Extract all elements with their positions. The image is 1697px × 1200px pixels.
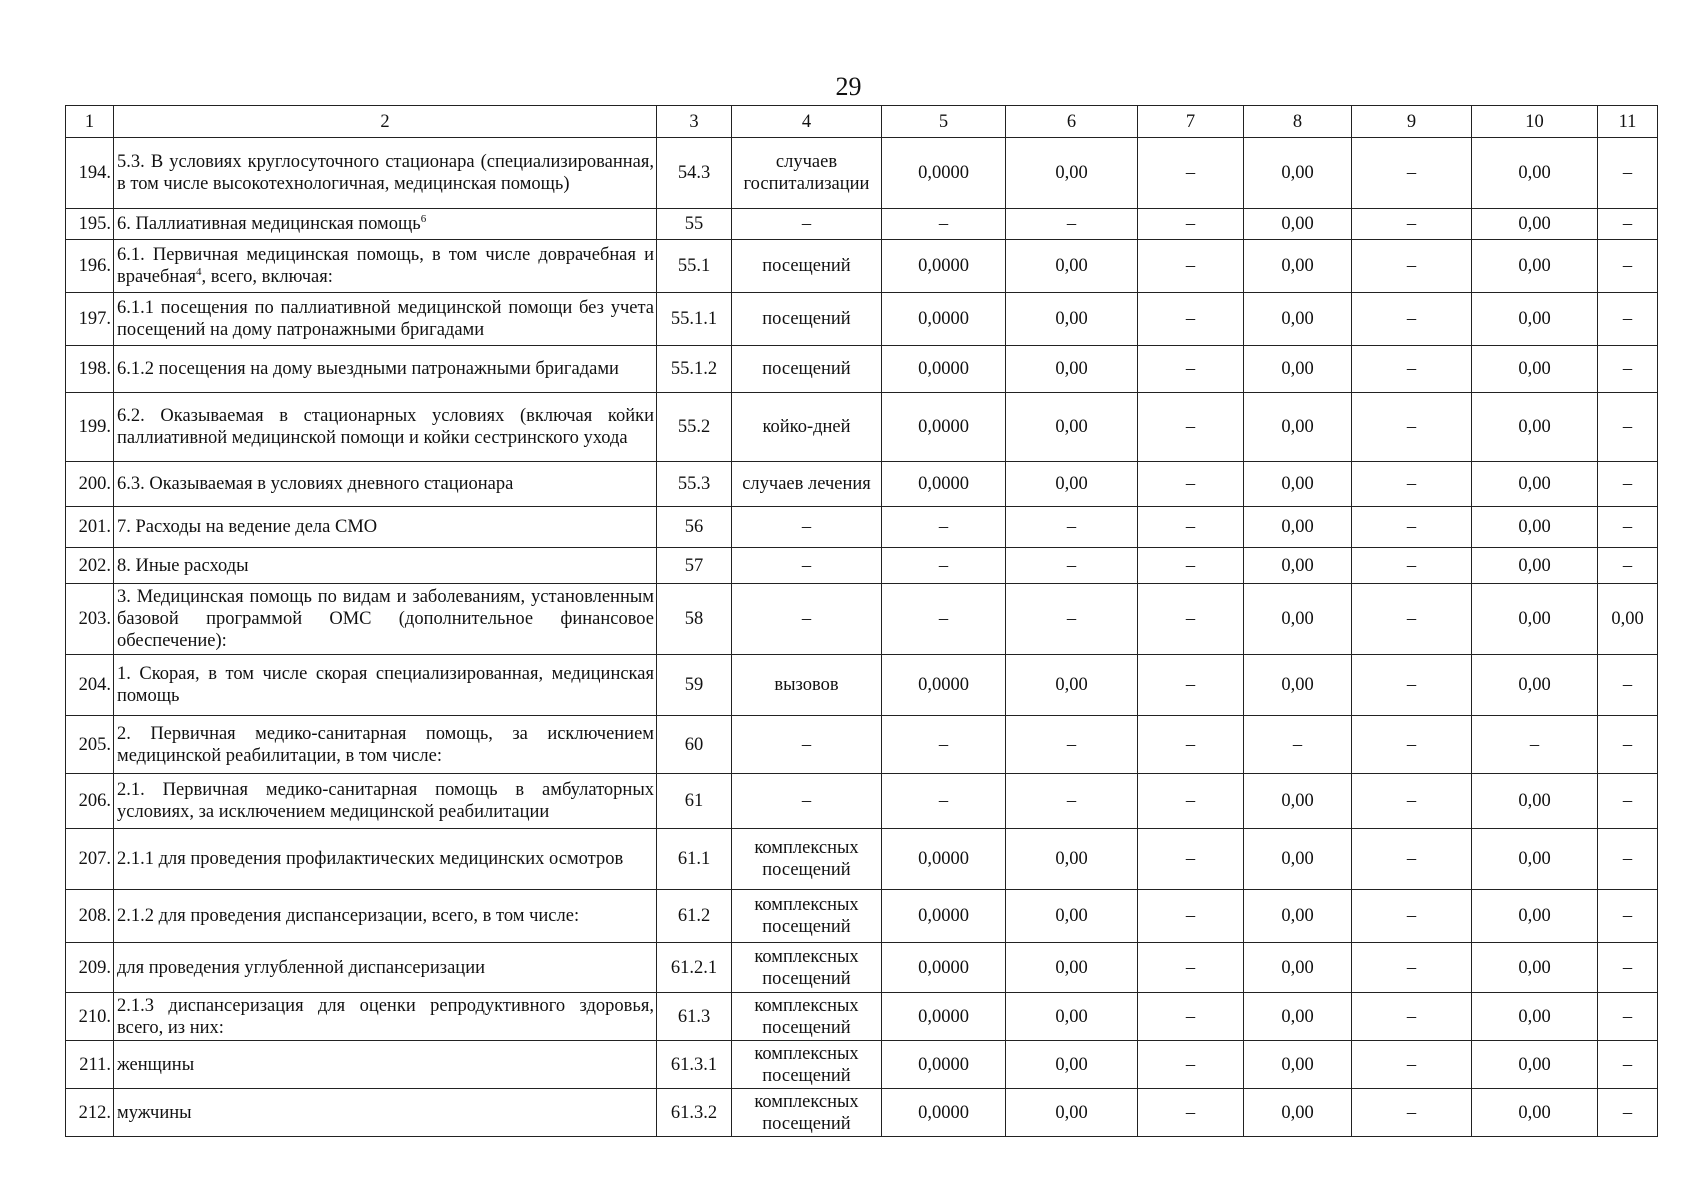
col-9-cell: – bbox=[1352, 393, 1472, 462]
line-code-cell: 55.1.2 bbox=[657, 346, 732, 393]
table-row bbox=[66, 240, 1658, 293]
line-code-cell: 61.2 bbox=[657, 890, 732, 943]
col-6-cell: – bbox=[1006, 507, 1138, 548]
col-5-cell: 0,0000 bbox=[882, 1089, 1006, 1137]
col-5-cell: 0,0000 bbox=[882, 293, 1006, 346]
line-code-cell: 61 bbox=[657, 774, 732, 829]
line-code-cell: 56 bbox=[657, 507, 732, 548]
col-5-cell: – bbox=[882, 584, 1006, 655]
indicator-name-cell bbox=[114, 774, 657, 829]
unit-cell: – bbox=[732, 774, 882, 829]
col-8-cell: 0,00 bbox=[1244, 293, 1352, 346]
unit-cell: вызовов bbox=[732, 655, 882, 716]
col-9-cell: – bbox=[1352, 943, 1472, 993]
col-7-cell: – bbox=[1138, 548, 1244, 584]
col-6-cell: 0,00 bbox=[1006, 393, 1138, 462]
col-8-cell: 0,00 bbox=[1244, 943, 1352, 993]
col-11-cell: – bbox=[1598, 1041, 1658, 1089]
col-6-cell: 0,00 bbox=[1006, 829, 1138, 890]
col-7-cell: – bbox=[1138, 716, 1244, 774]
indicator-name-text: мужчины bbox=[117, 1102, 192, 1123]
col-8-cell: 0,00 bbox=[1244, 774, 1352, 829]
row-number-cell: 211. bbox=[66, 1041, 114, 1089]
col-7-cell: – bbox=[1138, 209, 1244, 240]
indicator-name-cell bbox=[114, 716, 657, 774]
col-9-cell: – bbox=[1352, 655, 1472, 716]
col-5-cell: 0,0000 bbox=[882, 393, 1006, 462]
col-6-cell: 0,00 bbox=[1006, 655, 1138, 716]
indicator-name-cell bbox=[114, 655, 657, 716]
indicator-name-cell bbox=[114, 890, 657, 943]
col-9-cell: – bbox=[1352, 346, 1472, 393]
indicator-name-cell bbox=[114, 993, 657, 1041]
col-10-cell: 0,00 bbox=[1472, 655, 1598, 716]
col-5-cell: 0,0000 bbox=[882, 346, 1006, 393]
unit-cell: – bbox=[732, 209, 882, 240]
col-11-cell: – bbox=[1598, 346, 1658, 393]
indicator-name-cell bbox=[114, 346, 657, 393]
col-10-cell: 0,00 bbox=[1472, 209, 1598, 240]
indicator-name-text: 2.1. Первичная медико-санитарная помощь в амбулаторных условиях, за исключением медицинской реабилитации bbox=[117, 780, 654, 822]
line-code-cell: 61.3 bbox=[657, 993, 732, 1041]
col-8-cell: 0,00 bbox=[1244, 507, 1352, 548]
indicator-name-cell bbox=[114, 138, 657, 209]
indicator-name-cell bbox=[114, 393, 657, 462]
indicator-name-text: 3. Медицинская помощь по видам и заболеваниям, установленным базовой программой ОМС (дополнительное финансовое обеспечение): bbox=[117, 587, 654, 651]
footnote-marker: 4 bbox=[196, 265, 202, 278]
col-11-cell: – bbox=[1598, 507, 1658, 548]
col-10-cell: 0,00 bbox=[1472, 507, 1598, 548]
column-header: 8 bbox=[1244, 106, 1352, 138]
col-7-cell: – bbox=[1138, 584, 1244, 655]
row-number-cell: 203. bbox=[66, 584, 114, 655]
col-9-cell: – bbox=[1352, 890, 1472, 943]
line-code-cell: 55.1 bbox=[657, 240, 732, 293]
unit-cell: случаев госпитализации bbox=[732, 138, 882, 209]
unit-cell: комплексных посещений bbox=[732, 1041, 882, 1089]
col-7-cell: – bbox=[1138, 346, 1244, 393]
col-9-cell: – bbox=[1352, 584, 1472, 655]
table-row bbox=[66, 346, 1658, 393]
col-5-cell: 0,0000 bbox=[882, 943, 1006, 993]
col-7-cell: – bbox=[1138, 829, 1244, 890]
col-5-cell: 0,0000 bbox=[882, 1041, 1006, 1089]
col-8-cell: 0,00 bbox=[1244, 993, 1352, 1041]
col-6-cell: – bbox=[1006, 774, 1138, 829]
column-header: 9 bbox=[1352, 106, 1472, 138]
col-8-cell: 0,00 bbox=[1244, 548, 1352, 584]
col-6-cell: 0,00 bbox=[1006, 293, 1138, 346]
row-number-cell: 208. bbox=[66, 890, 114, 943]
col-6-cell: 0,00 bbox=[1006, 1041, 1138, 1089]
line-code-cell: 57 bbox=[657, 548, 732, 584]
col-5-cell: – bbox=[882, 548, 1006, 584]
col-5-cell: 0,0000 bbox=[882, 993, 1006, 1041]
table-row bbox=[66, 293, 1658, 346]
col-7-cell: – bbox=[1138, 138, 1244, 209]
col-8-cell: 0,00 bbox=[1244, 1089, 1352, 1137]
indicator-name-text: 6.2. Оказываемая в стационарных условиях (включая койки паллиативной медицинской помощи и койки сестринского ухода bbox=[117, 406, 654, 448]
col-9-cell: – bbox=[1352, 209, 1472, 240]
table-row bbox=[66, 655, 1658, 716]
line-code-cell: 59 bbox=[657, 655, 732, 716]
indicator-name-cell bbox=[114, 1089, 657, 1137]
unit-cell: посещений bbox=[732, 293, 882, 346]
col-10-cell: 0,00 bbox=[1472, 240, 1598, 293]
line-code-cell: 61.2.1 bbox=[657, 943, 732, 993]
table-row bbox=[66, 1089, 1658, 1137]
column-header: 5 bbox=[882, 106, 1006, 138]
indicator-name-text: 2.1.3 диспансеризация для оценки репродуктивного здоровья, всего, из них: bbox=[117, 995, 654, 1038]
col-11-cell: – bbox=[1598, 393, 1658, 462]
line-code-cell: 60 bbox=[657, 716, 732, 774]
col-11-cell: – bbox=[1598, 655, 1658, 716]
indicator-name-text: 1. Скорая, в том числе скорая специализированная, медицинская помощь bbox=[117, 664, 654, 706]
table-row bbox=[66, 829, 1658, 890]
row-number-cell: 202. bbox=[66, 548, 114, 584]
col-10-cell: 0,00 bbox=[1472, 993, 1598, 1041]
unit-cell: – bbox=[732, 716, 882, 774]
col-10-cell: 0,00 bbox=[1472, 393, 1598, 462]
table-row bbox=[66, 507, 1658, 548]
col-6-cell: – bbox=[1006, 209, 1138, 240]
table-row bbox=[66, 716, 1658, 774]
col-10-cell: 0,00 bbox=[1472, 1089, 1598, 1137]
indicator-name-cell bbox=[114, 462, 657, 507]
indicator-name-cell bbox=[114, 829, 657, 890]
col-8-cell: 0,00 bbox=[1244, 584, 1352, 655]
col-10-cell: 0,00 bbox=[1472, 584, 1598, 655]
line-code-cell: 55 bbox=[657, 209, 732, 240]
col-5-cell: – bbox=[882, 209, 1006, 240]
column-header: 7 bbox=[1138, 106, 1244, 138]
col-8-cell: 0,00 bbox=[1244, 829, 1352, 890]
col-8-cell: 0,00 bbox=[1244, 890, 1352, 943]
column-header: 6 bbox=[1006, 106, 1138, 138]
row-number-cell: 198. bbox=[66, 346, 114, 393]
col-10-cell: 0,00 bbox=[1472, 462, 1598, 507]
col-11-cell: – bbox=[1598, 943, 1658, 993]
col-11-cell: – bbox=[1598, 829, 1658, 890]
col-11-cell: – bbox=[1598, 138, 1658, 209]
col-6-cell: – bbox=[1006, 584, 1138, 655]
unit-cell: комплексных посещений bbox=[732, 829, 882, 890]
line-code-cell: 61.3.1 bbox=[657, 1041, 732, 1089]
col-8-cell: 0,00 bbox=[1244, 138, 1352, 209]
indicator-name-text: 6.3. Оказываемая в условиях дневного стационара bbox=[117, 474, 514, 494]
table-row bbox=[66, 584, 1658, 655]
col-7-cell: – bbox=[1138, 655, 1244, 716]
column-header: 2 bbox=[114, 106, 657, 138]
indicator-name-cell bbox=[114, 293, 657, 346]
col-10-cell: – bbox=[1472, 716, 1598, 774]
row-number-cell: 204. bbox=[66, 655, 114, 716]
column-header: 1 bbox=[66, 106, 114, 138]
col-8-cell: 0,00 bbox=[1244, 240, 1352, 293]
row-number-cell: 201. bbox=[66, 507, 114, 548]
line-code-cell: 55.3 bbox=[657, 462, 732, 507]
col-6-cell: 0,00 bbox=[1006, 1089, 1138, 1137]
col-6-cell: – bbox=[1006, 716, 1138, 774]
col-10-cell: 0,00 bbox=[1472, 943, 1598, 993]
col-9-cell: – bbox=[1352, 829, 1472, 890]
row-number-cell: 199. bbox=[66, 393, 114, 462]
col-11-cell: – bbox=[1598, 993, 1658, 1041]
page-number: 29 bbox=[835, 72, 862, 101]
line-code-cell: 54.3 bbox=[657, 138, 732, 209]
indicator-name-cell bbox=[114, 584, 657, 655]
indicator-name-text: для проведения углубленной диспансеризации bbox=[117, 957, 485, 978]
col-6-cell: – bbox=[1006, 548, 1138, 584]
row-number-cell: 200. bbox=[66, 462, 114, 507]
col-7-cell: – bbox=[1138, 240, 1244, 293]
unit-cell: комплексных посещений bbox=[732, 943, 882, 993]
col-6-cell: 0,00 bbox=[1006, 346, 1138, 393]
col-10-cell: 0,00 bbox=[1472, 829, 1598, 890]
indicator-name-text: 6.1.1 посещения по паллиативной медицинской помощи без учета посещений на дому патронажными бригадами bbox=[117, 298, 654, 340]
indicator-name-text: 2.1.1 для проведения профилактических медицинских осмотров bbox=[117, 849, 624, 869]
col-11-cell: – bbox=[1598, 716, 1658, 774]
col-10-cell: 0,00 bbox=[1472, 548, 1598, 584]
unit-cell: – bbox=[732, 584, 882, 655]
indicator-name-text: женщины bbox=[117, 1054, 195, 1075]
col-6-cell: 0,00 bbox=[1006, 240, 1138, 293]
indicator-name-cell bbox=[114, 548, 657, 584]
line-code-cell: 61.1 bbox=[657, 829, 732, 890]
col-6-cell: 0,00 bbox=[1006, 943, 1138, 993]
col-5-cell: 0,0000 bbox=[882, 829, 1006, 890]
row-number-cell: 210. bbox=[66, 993, 114, 1041]
indicator-name-cell bbox=[114, 943, 657, 993]
col-7-cell: – bbox=[1138, 774, 1244, 829]
col-5-cell: – bbox=[882, 716, 1006, 774]
col-6-cell: 0,00 bbox=[1006, 890, 1138, 943]
col-11-cell: – bbox=[1598, 890, 1658, 943]
row-number-cell: 196. bbox=[66, 240, 114, 293]
col-9-cell: – bbox=[1352, 462, 1472, 507]
col-9-cell: – bbox=[1352, 716, 1472, 774]
col-9-cell: – bbox=[1352, 1089, 1472, 1137]
col-11-cell: – bbox=[1598, 209, 1658, 240]
row-number-cell: 197. bbox=[66, 293, 114, 346]
indicator-name-text: 2.1.2 для проведения диспансеризации, всего, в том числе: bbox=[117, 906, 580, 926]
indicator-name-cell bbox=[114, 1041, 657, 1089]
row-number-cell: 205. bbox=[66, 716, 114, 774]
indicator-name-text: 2. Первичная медико-санитарная помощь, за исключением медицинской реабилитации, в том числе: bbox=[117, 723, 654, 766]
row-number-cell: 212. bbox=[66, 1089, 114, 1137]
footnote-marker: 6 bbox=[420, 212, 427, 225]
indicator-name-text: 5.3. В условиях круглосуточного стационара (специализированная, в том числе высокотехнологичная, медицинская помощь) bbox=[117, 152, 654, 194]
unit-cell: койко-дней bbox=[732, 393, 882, 462]
unit-cell: случаев лечения bbox=[732, 462, 882, 507]
table-row bbox=[66, 774, 1658, 829]
col-9-cell: – bbox=[1352, 240, 1472, 293]
col-11-cell: – bbox=[1598, 774, 1658, 829]
indicator-name-text: 6.1. Первичная медицинская помощь, в том числе доврачебная и врачебная bbox=[117, 245, 654, 287]
table-row bbox=[66, 548, 1658, 584]
indicator-name-cell bbox=[114, 507, 657, 548]
col-7-cell: – bbox=[1138, 462, 1244, 507]
col-11-cell: – bbox=[1598, 240, 1658, 293]
indicator-name-text: 7. Расходы на ведение дела СМО bbox=[117, 517, 378, 537]
col-10-cell: 0,00 bbox=[1472, 1041, 1598, 1089]
col-11-cell: – bbox=[1598, 1089, 1658, 1137]
table-row bbox=[66, 1041, 1658, 1089]
col-9-cell: – bbox=[1352, 548, 1472, 584]
indicator-name-text: 6. Паллиативная медицинская помощь bbox=[117, 214, 421, 234]
col-10-cell: 0,00 bbox=[1472, 138, 1598, 209]
unit-cell: посещений bbox=[732, 240, 882, 293]
col-9-cell: – bbox=[1352, 138, 1472, 209]
col-7-cell: – bbox=[1138, 393, 1244, 462]
table-row bbox=[66, 462, 1658, 507]
col-8-cell: 0,00 bbox=[1244, 209, 1352, 240]
unit-cell: комплексных посещений bbox=[732, 993, 882, 1041]
col-5-cell: 0,0000 bbox=[882, 240, 1006, 293]
col-8-cell: 0,00 bbox=[1244, 346, 1352, 393]
col-9-cell: – bbox=[1352, 993, 1472, 1041]
unit-cell: посещений bbox=[732, 346, 882, 393]
col-8-cell: – bbox=[1244, 716, 1352, 774]
col-6-cell: 0,00 bbox=[1006, 462, 1138, 507]
col-7-cell: – bbox=[1138, 890, 1244, 943]
col-6-cell: 0,00 bbox=[1006, 138, 1138, 209]
table-row bbox=[66, 209, 1658, 240]
line-code-cell: 58 bbox=[657, 584, 732, 655]
col-5-cell: 0,0000 bbox=[882, 890, 1006, 943]
col-9-cell: – bbox=[1352, 1041, 1472, 1089]
col-7-cell: – bbox=[1138, 507, 1244, 548]
line-code-cell: 61.3.2 bbox=[657, 1089, 732, 1137]
line-code-cell: 55.1.1 bbox=[657, 293, 732, 346]
col-10-cell: 0,00 bbox=[1472, 346, 1598, 393]
table-header-row bbox=[66, 106, 1658, 138]
col-11-cell: – bbox=[1598, 462, 1658, 507]
col-7-cell: – bbox=[1138, 293, 1244, 346]
col-10-cell: 0,00 bbox=[1472, 890, 1598, 943]
table-row bbox=[66, 138, 1658, 209]
col-8-cell: 0,00 bbox=[1244, 1041, 1352, 1089]
col-11-cell: – bbox=[1598, 548, 1658, 584]
line-code-cell: 55.2 bbox=[657, 393, 732, 462]
col-6-cell: 0,00 bbox=[1006, 993, 1138, 1041]
indicator-name-cell bbox=[114, 209, 657, 240]
unit-cell: комплексных посещений bbox=[732, 890, 882, 943]
col-7-cell: – bbox=[1138, 993, 1244, 1041]
row-number-cell: 195. bbox=[66, 209, 114, 240]
indicator-name-cell bbox=[114, 240, 657, 293]
col-7-cell: – bbox=[1138, 943, 1244, 993]
table-row bbox=[66, 393, 1658, 462]
col-5-cell: 0,0000 bbox=[882, 138, 1006, 209]
table-row bbox=[66, 993, 1658, 1041]
column-header: 10 bbox=[1472, 106, 1598, 138]
row-number-cell: 194. bbox=[66, 138, 114, 209]
col-9-cell: – bbox=[1352, 774, 1472, 829]
col-8-cell: 0,00 bbox=[1244, 462, 1352, 507]
col-5-cell: 0,0000 bbox=[882, 462, 1006, 507]
table-row bbox=[66, 943, 1658, 993]
col-9-cell: – bbox=[1352, 507, 1472, 548]
col-5-cell: – bbox=[882, 507, 1006, 548]
col-10-cell: 0,00 bbox=[1472, 293, 1598, 346]
col-11-cell: – bbox=[1598, 293, 1658, 346]
row-number-cell: 207. bbox=[66, 829, 114, 890]
unit-cell: комплексных посещений bbox=[732, 1089, 882, 1137]
column-header: 3 bbox=[657, 106, 732, 138]
unit-cell: – bbox=[732, 548, 882, 584]
column-header: 4 bbox=[732, 106, 882, 138]
table-row bbox=[66, 890, 1658, 943]
table-body bbox=[66, 138, 1658, 1137]
col-10-cell: 0,00 bbox=[1472, 774, 1598, 829]
report-table bbox=[65, 105, 1658, 1137]
col-5-cell: 0,0000 bbox=[882, 655, 1006, 716]
col-8-cell: 0,00 bbox=[1244, 393, 1352, 462]
col-7-cell: – bbox=[1138, 1089, 1244, 1137]
col-11-cell: 0,00 bbox=[1598, 584, 1658, 655]
row-number-cell: 209. bbox=[66, 943, 114, 993]
col-5-cell: – bbox=[882, 774, 1006, 829]
indicator-name-text: 8. Иные расходы bbox=[117, 555, 249, 576]
indicator-name-text: 6.1.2 посещения на дому выездными патронажными бригадами bbox=[117, 359, 619, 379]
col-9-cell: – bbox=[1352, 293, 1472, 346]
col-7-cell: – bbox=[1138, 1041, 1244, 1089]
row-number-cell: 206. bbox=[66, 774, 114, 829]
col-8-cell: 0,00 bbox=[1244, 655, 1352, 716]
unit-cell: – bbox=[732, 507, 882, 548]
column-header: 11 bbox=[1598, 106, 1658, 138]
indicator-name-tail: , всего, включая: bbox=[201, 267, 333, 287]
